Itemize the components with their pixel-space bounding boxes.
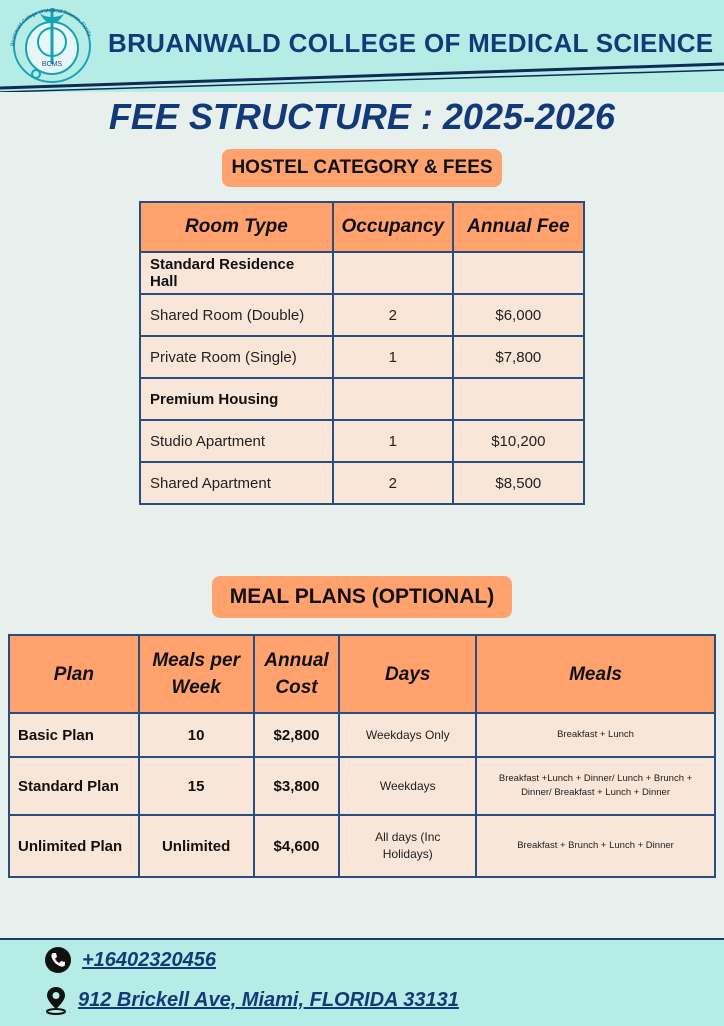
- page-title: FEE STRUCTURE : 2025-2026: [108, 96, 616, 137]
- fee-cell: $6,000: [453, 294, 584, 336]
- table-header-row: [9, 635, 715, 713]
- table-row: [140, 420, 584, 462]
- column-header: Meals: [476, 635, 715, 713]
- occupancy-cell: [333, 378, 453, 420]
- column-header: Annual Cost: [254, 635, 340, 713]
- fee-cell: $8,500: [453, 462, 584, 504]
- hostel-section-heading: HOSTEL CATEGORY & FEES: [222, 149, 502, 187]
- annual-cost-cell: $2,800: [254, 713, 340, 757]
- table-header-row: [140, 202, 584, 252]
- room-category: Standard Residence Hall: [140, 252, 333, 294]
- meals-per-week-cell: 15: [139, 757, 254, 815]
- college-logo: [6, 4, 98, 88]
- column-header: Meals per Week: [139, 635, 254, 713]
- occupancy-cell: 2: [333, 294, 453, 336]
- address-link[interactable]: 912 Brickell Ave, Miami, FLORIDA 33131: [78, 988, 459, 1011]
- hostel-fee-table: [139, 201, 585, 505]
- column-header: Occupancy: [333, 202, 453, 252]
- column-header: Days: [339, 635, 476, 713]
- days-cell: Weekdays: [339, 757, 476, 815]
- meals-cell: Breakfast + Brunch + Lunch + Dinner: [476, 815, 715, 877]
- table-row: [140, 462, 584, 504]
- phone-icon: [44, 946, 72, 974]
- column-header: Room Type: [140, 202, 333, 252]
- room-type-cell: Private Room (Single): [140, 336, 333, 378]
- meals-cell: Breakfast +Lunch + Dinner/ Lunch + Brunch + Dinner/ Breakfast + Lunch + Dinner: [476, 757, 715, 815]
- table-row: [140, 336, 584, 378]
- phone-contact: [44, 945, 216, 975]
- logo-initials: BCMS: [41, 61, 63, 68]
- days-cell: All days (Inc Holidays): [339, 815, 476, 877]
- table-row-category: [140, 378, 584, 420]
- occupancy-cell: [333, 252, 453, 294]
- meals-per-week-cell: 10: [139, 713, 254, 757]
- plan-name-cell: Basic Plan: [9, 713, 139, 757]
- meal-plans-table: [8, 634, 716, 878]
- fee-cell: [453, 252, 584, 294]
- column-header: Annual Fee: [453, 202, 584, 252]
- plan-name-cell: Standard Plan: [9, 757, 139, 815]
- annual-cost-cell: $3,800: [254, 757, 340, 815]
- phone-link[interactable]: +16402320456: [82, 948, 217, 971]
- location-pin-icon: [44, 985, 68, 1015]
- column-header: Plan: [9, 635, 139, 713]
- college-name: BRUANWALD COLLEGE OF MEDICAL SCIENCE: [108, 28, 714, 58]
- days-cell: Weekdays Only: [339, 713, 476, 757]
- room-type-cell: Shared Room (Double): [140, 294, 333, 336]
- table-row: [9, 815, 715, 877]
- table-row: [9, 713, 715, 757]
- occupancy-cell: 1: [333, 420, 453, 462]
- meal-section-heading: MEAL PLANS (OPTIONAL): [212, 576, 512, 618]
- room-category: Premium Housing: [140, 378, 333, 420]
- table-row-category: [140, 252, 584, 294]
- plan-name-cell: Unlimited Plan: [9, 815, 139, 877]
- room-type-cell: Shared Apartment: [140, 462, 333, 504]
- fee-cell: $10,200: [453, 420, 584, 462]
- meals-per-week-cell: Unlimited: [139, 815, 254, 877]
- meals-cell: Breakfast + Lunch: [476, 713, 715, 757]
- annual-cost-cell: $4,600: [254, 815, 340, 877]
- address-contact: [44, 985, 459, 1015]
- occupancy-cell: 2: [333, 462, 453, 504]
- logo-ring-text: Bruanwald College of Medical Science, Florida: [9, 7, 93, 47]
- fee-cell: $7,800: [453, 336, 584, 378]
- fee-cell: [453, 378, 584, 420]
- occupancy-cell: 1: [333, 336, 453, 378]
- room-type-cell: Studio Apartment: [140, 420, 333, 462]
- table-row: [140, 294, 584, 336]
- table-row: [9, 757, 715, 815]
- header-band: [0, 0, 724, 92]
